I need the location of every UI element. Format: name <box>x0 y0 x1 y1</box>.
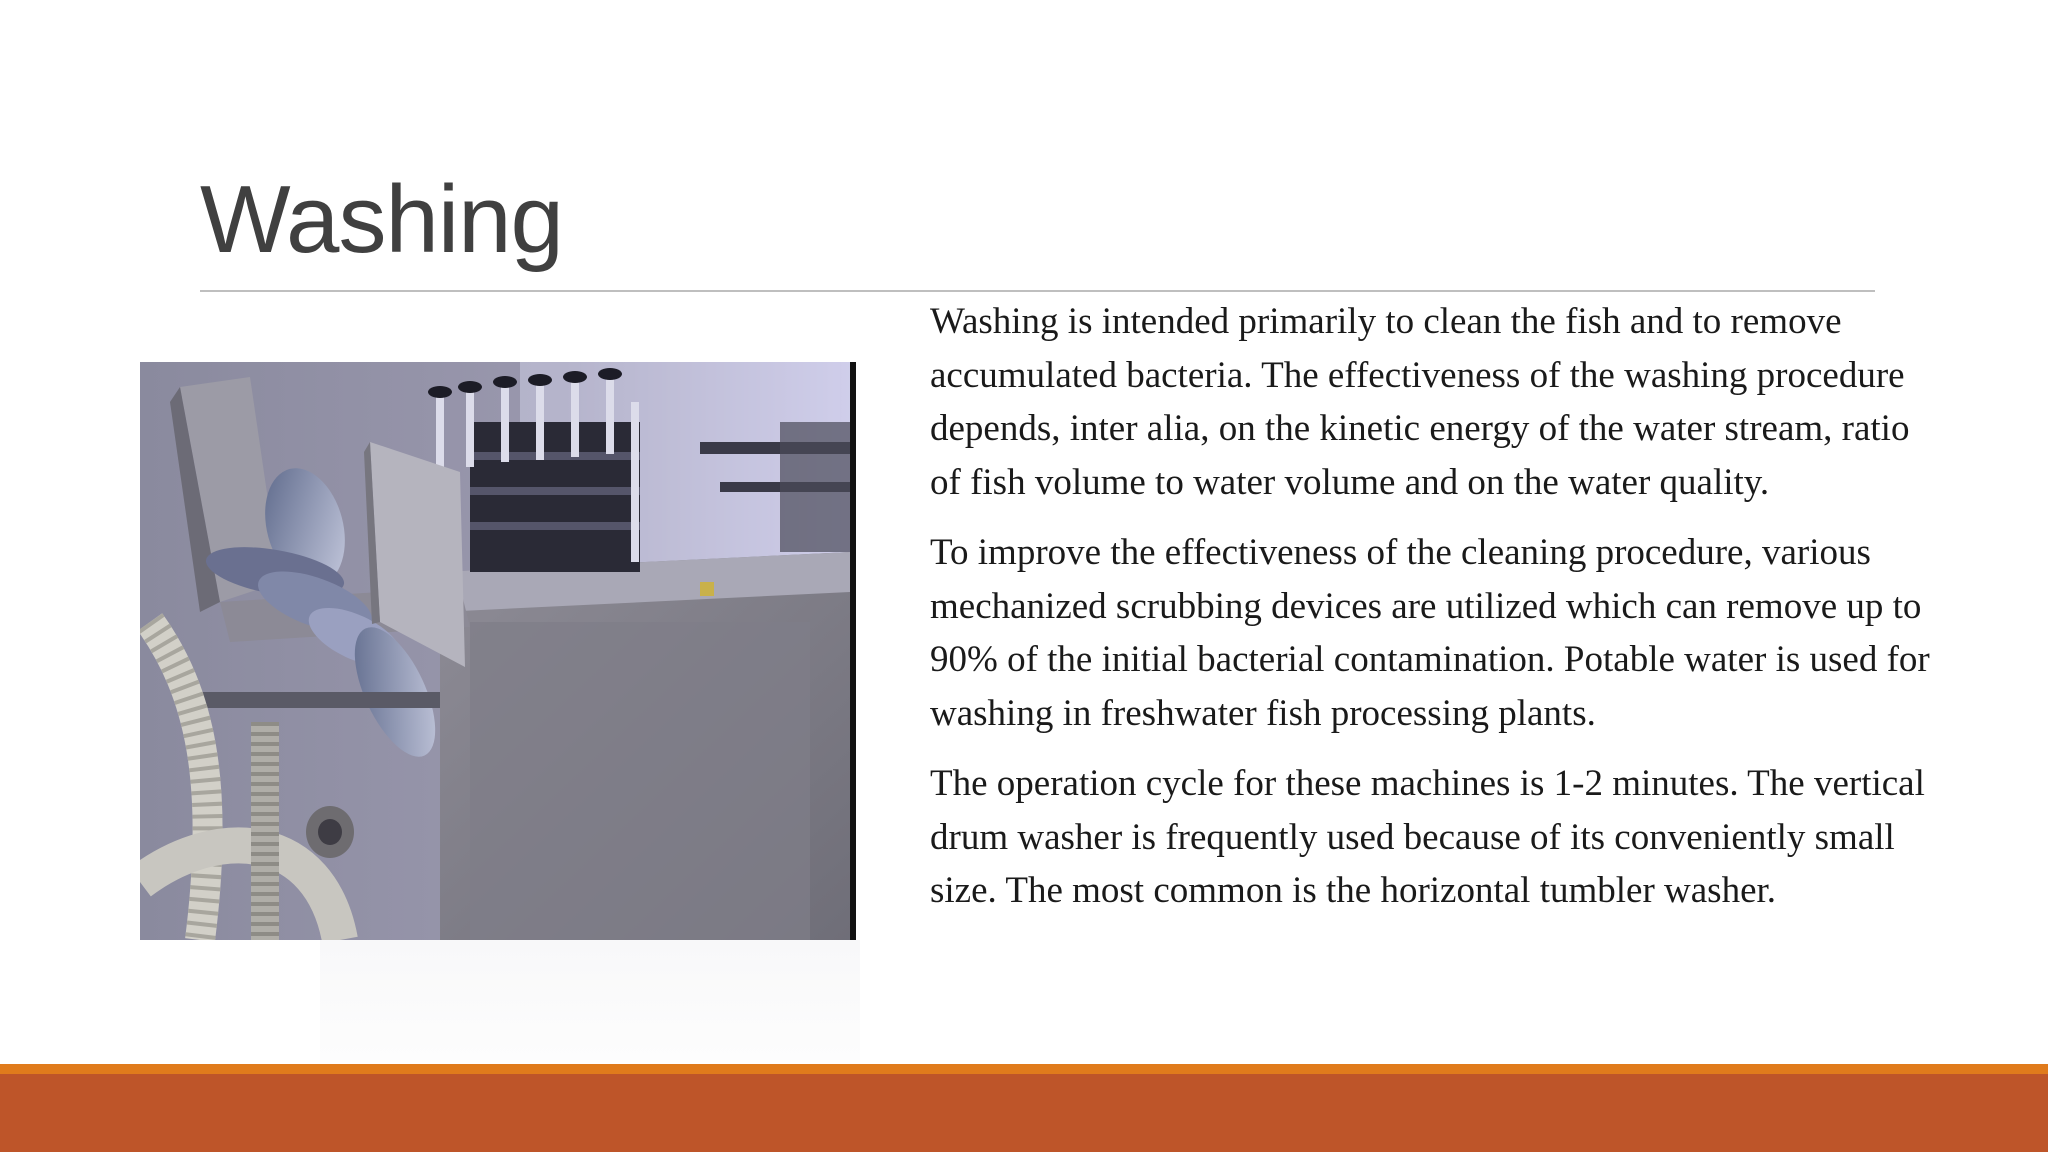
title-divider <box>200 290 1875 292</box>
photo-reflection <box>320 940 860 1060</box>
slide-title: Washing <box>200 166 563 273</box>
paragraph-operation-cycle: The operation cycle for these machines is 1-2 minutes. The vertical drum washer is frequently used because of its conveniently small size. The most common is the horizontal tumbler washer. <box>930 763 1925 911</box>
paragraph-washing-purpose: Washing is intended primarily to clean the fish and to remove accumulated bacteria. The effectiveness of the washing procedure depends, inter alia, on the kinetic energy of the water stream, ratio of fish volume to water volume and on the water quality. <box>930 301 1910 503</box>
footer-accent-line <box>0 1064 2048 1074</box>
fish-washing-machine-photo <box>140 362 856 940</box>
paragraph-scrubbing-devices: To improve the effectiveness of the cleaning procedure, various mechanized scrubbing devices are utilized which can remove up to 90% of the initial bacterial contamination. Potable water is used for washing in freshwater fish processing plants. <box>930 532 1930 734</box>
body-text <box>930 295 1930 935</box>
footer-band <box>0 1074 2048 1152</box>
